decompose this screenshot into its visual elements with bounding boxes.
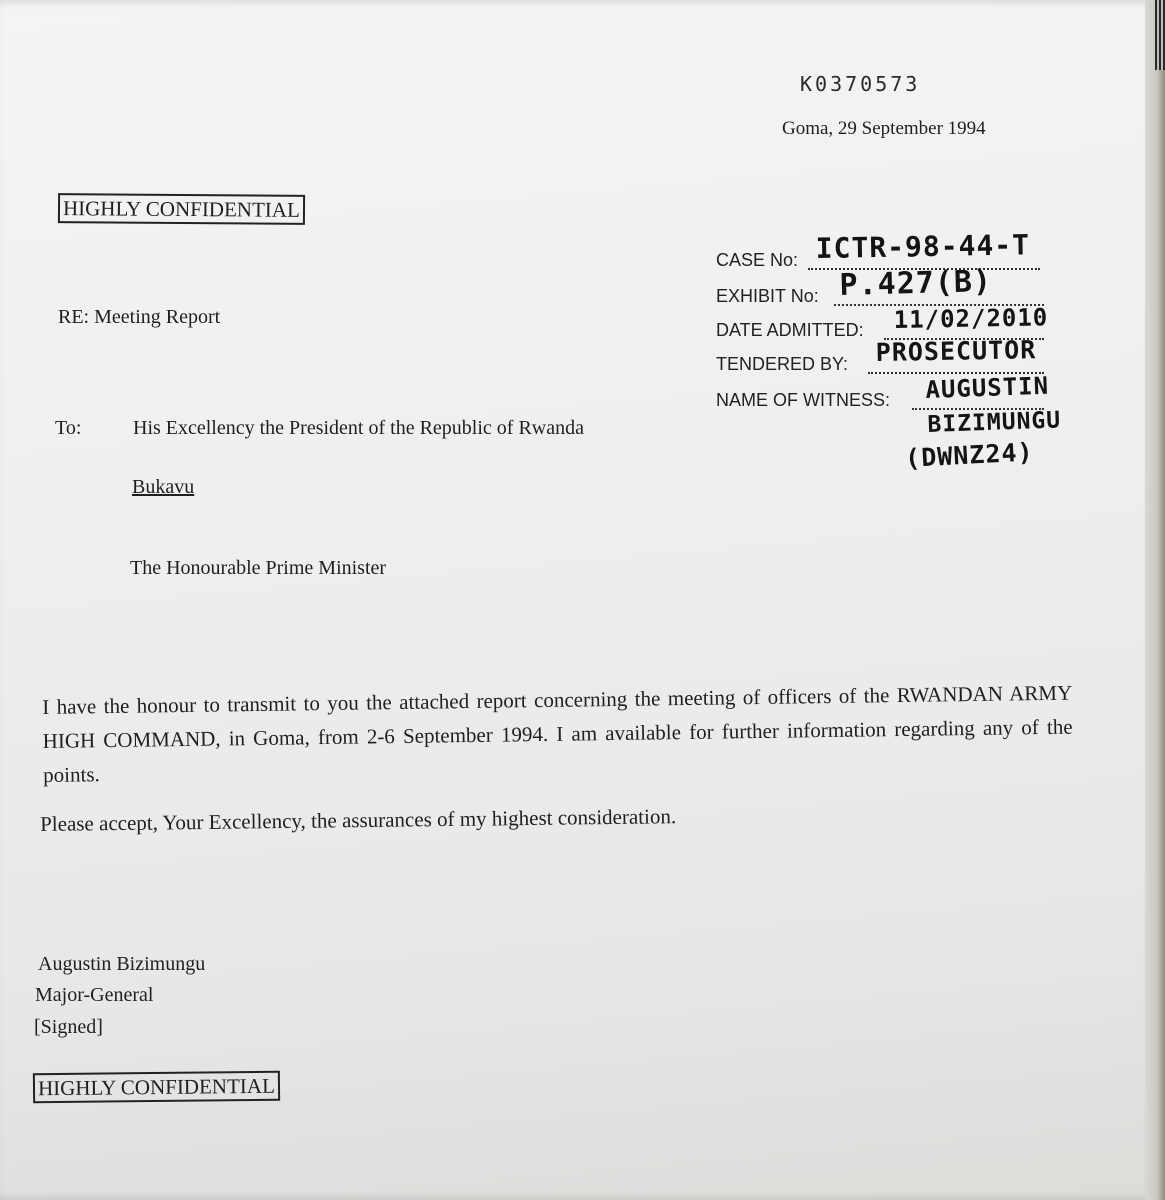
- serial-number: K0370573: [800, 72, 921, 96]
- signatory-name: Augustin Bizimungu: [38, 953, 206, 975]
- closing-line: Please accept, Your Excellency, the assurances of my highest consideration.: [40, 804, 677, 836]
- recipient-president: His Excellency the President of the Republic of Rwanda: [133, 417, 584, 439]
- tendered-by-label: TENDERED BY:: [716, 354, 849, 374]
- underlying-page-edge: [1145, 0, 1165, 1200]
- page-edge-marking: [1155, 0, 1165, 70]
- recipient-location: Bukavu: [132, 476, 195, 498]
- signatory-rank: Major-General: [35, 984, 154, 1006]
- body-paragraph: I have the honour to transmit to you the attached report concerning the meeting of officers of the RWANDAN ARMY HIGH COMMAND, in Goma, from 2-6 September 1994. I am available for further information regarding any of the points.: [42, 680, 1073, 787]
- case-value: ICTR-98-44-T: [815, 228, 1031, 265]
- recipient-prime-minister: The Honourable Prime Minister: [130, 557, 387, 579]
- exhibit-label: EXHIBIT No:: [716, 286, 819, 306]
- witness-label: NAME OF WITNESS:: [716, 390, 891, 410]
- witness-value-line1: AUGUSTIN: [925, 371, 1050, 404]
- place-date: Goma, 29 September 1994: [782, 118, 986, 139]
- date-admitted-value: 11/02/2010: [893, 303, 1049, 334]
- exhibit-value: P.427(B): [839, 264, 993, 303]
- date-admitted-label: DATE ADMITTED:: [716, 320, 864, 340]
- signature-note: [Signed]: [34, 1016, 103, 1038]
- witness-value-line2: BIZIMUNGU: [927, 407, 1062, 438]
- classification-stamp-bottom: HIGHLY CONFIDENTIAL: [33, 1071, 280, 1104]
- tendered-by-value: PROSECUTOR: [875, 335, 1037, 367]
- classification-stamp-top: HIGHLY CONFIDENTIAL: [58, 193, 305, 225]
- case-label: CASE No:: [716, 250, 799, 270]
- to-label: To:: [55, 417, 82, 439]
- subject-line: RE: Meeting Report: [58, 306, 221, 328]
- witness-value-line3: (DWNZ24): [904, 437, 1035, 473]
